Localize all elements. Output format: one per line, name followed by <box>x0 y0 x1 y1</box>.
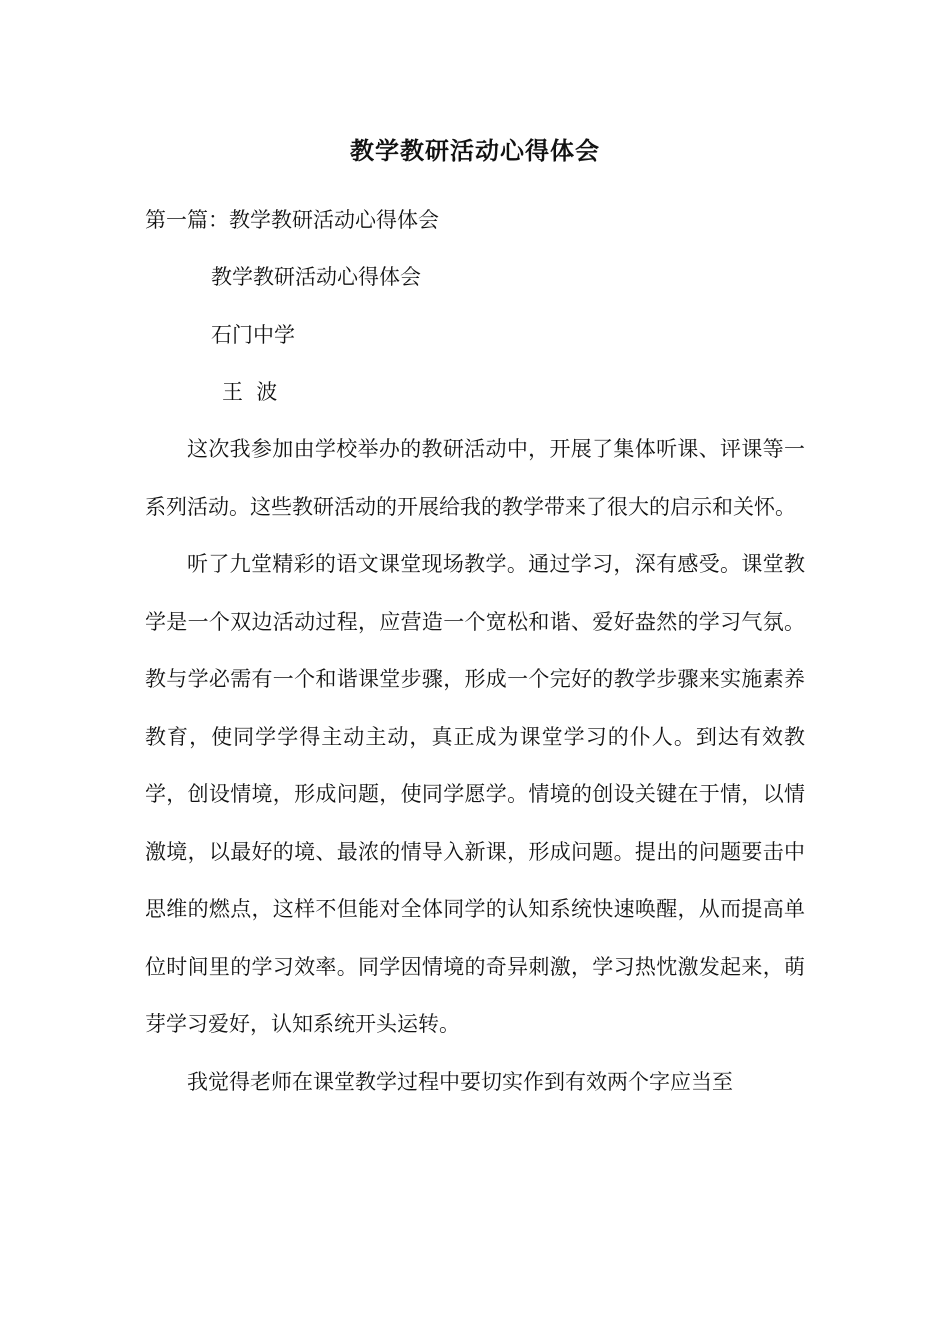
author-name: 王 波 <box>222 380 278 404</box>
body-text <box>145 421 805 1111</box>
article-subtitle: 教学教研活动心得体会 <box>211 265 421 289</box>
paragraph: 我觉得老师在课堂教学过程中要切实作到有效两个字应当至 <box>187 1069 733 1094</box>
paragraph: 这次我参加由学校举办的教研活动中，开展了集体听课、评课等一系列活动。这些教研活动的开展给我的教学带来了很大的启示和关怀。 <box>145 437 805 519</box>
school-name: 石门中学 <box>211 323 295 347</box>
paragraph: 听了九堂精彩的语文课堂现场教学。通过学习，深有感受。课堂教学是一个双边活动过程，应营造一个宽松和谐、爱好盎然的学习气氛。教与学必需有一个和谐课堂步骤，形成一个完好的教学步骤来实施素养教育，使同学学得主动主动，真正成为课堂学习的仆人。到达有效教学，创设情境，形成问题，使同学愿学。情境的创设关键在于情，以情激境，以最好的境、最浓的情导入新课，形成问题。提出的问题要击中思维的燃点，这样不但能对全体同学的认知系统快速唤醒，从而提高单位时间里的学习效率。同学因情境的奇异刺激，学习热忱激发起来，萌芽学习爱好，认知系统开头运转。 <box>145 552 805 1036</box>
section-heading: 第一篇：教学教研活动心得体会 <box>145 208 439 232</box>
document-title: 教学教研活动心得体会 <box>350 136 600 165</box>
